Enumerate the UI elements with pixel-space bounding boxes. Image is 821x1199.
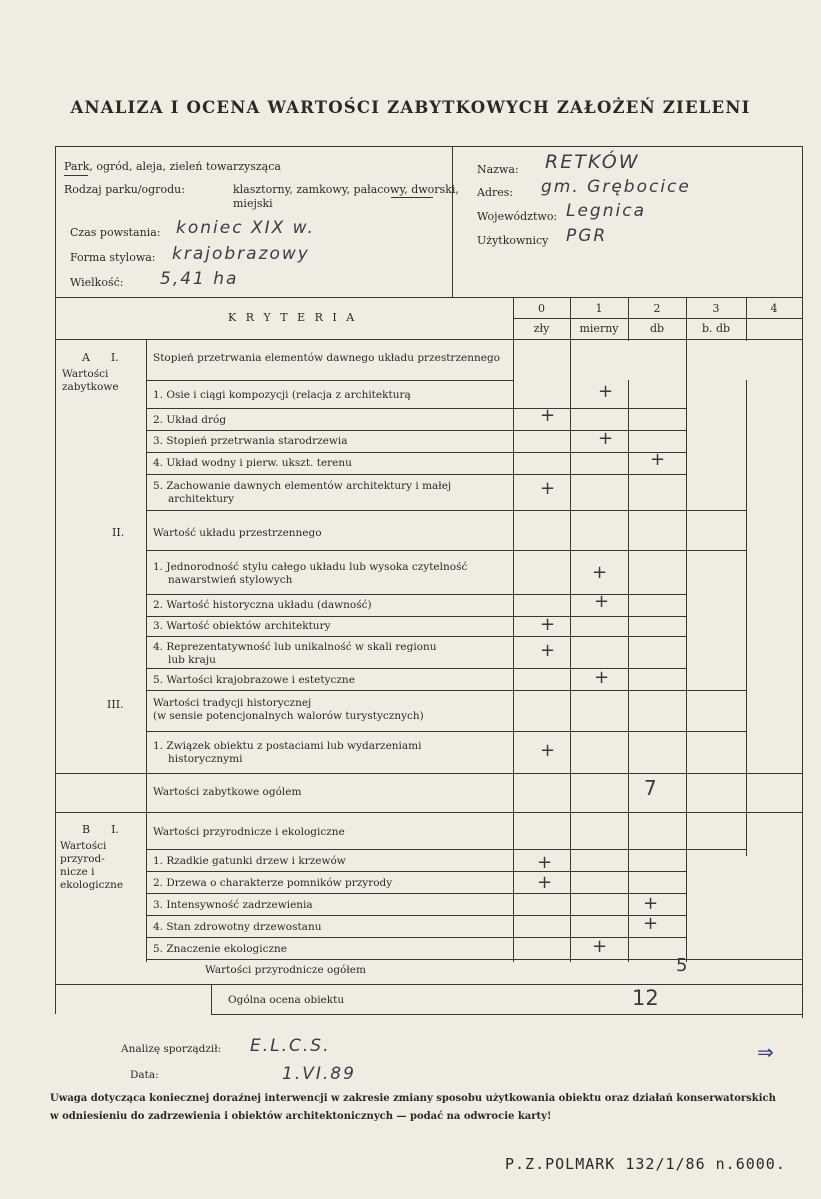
col-2-number: 2	[653, 302, 661, 315]
mark-a2-4: +	[540, 640, 556, 661]
page-title: ANALIZA I OCENA WARTOŚCI ZABYTKOWYCH ZAŁOŻEŃ ZIELENI	[70, 98, 751, 117]
b1-item-3: 3. Intensywność zadrzewienia	[153, 899, 313, 911]
section-a-name: Wartości	[62, 368, 109, 380]
a1-item-5-cont: architektury	[168, 493, 235, 505]
col-0-number: 0	[538, 302, 545, 315]
mark-b1-5: +	[592, 936, 608, 957]
a2-item-5: 5. Wartości krajobrazowe i estetyczne	[153, 674, 355, 686]
a2-item-3: 3. Wartość obiektów architektury	[153, 620, 331, 632]
col-2-name: db	[649, 322, 665, 335]
a2-roman: II.	[112, 526, 125, 539]
b1-item-2: 2. Drzewa o charakterze pomników przyrody	[153, 877, 393, 889]
mark-b1-1: +	[537, 852, 553, 873]
a2-item-4-cont: lub kraju	[168, 654, 216, 666]
uzytkownicy-value: PGR	[566, 226, 608, 246]
overall-value: 12	[632, 986, 659, 1010]
section-b-code: B I.	[82, 823, 119, 836]
adres-value: gm. Grębocice	[541, 177, 691, 197]
data-label: Data:	[130, 1069, 159, 1081]
mark-b1-4: +	[643, 913, 659, 934]
mark-a2-5: +	[594, 667, 610, 688]
a1-item-1: 1. Osie i ciągi kompozycji (relacja z architekturą	[153, 389, 411, 401]
park-type-line: Park, ogród, aleja, zieleń towarzysząca	[64, 160, 281, 173]
forma-value: krajobrazowy	[172, 244, 310, 264]
mark-a2-1: +	[592, 562, 608, 583]
mark-b1-3: +	[643, 893, 659, 914]
section-a-name-2: zabytkowe	[62, 381, 119, 393]
a3-item-1-cont: historycznymi	[168, 753, 243, 765]
b1-item-4: 4. Stan zdrowotny drzewostanu	[153, 921, 322, 933]
b-total-value: 5	[676, 955, 688, 976]
mark-a1-4: +	[650, 449, 666, 470]
a2-item-1-cont: nawarstwień stylowych	[168, 574, 293, 586]
col-3-name: b. db	[701, 322, 731, 335]
note-line-1: Uwaga dotycząca koniecznej doraźnej interwencji w zakresie zmiany sposobu użytkowania obiektu oraz działań konserwatorskich	[50, 1093, 776, 1104]
a3-item-1: 1. Związek obiektu z postaciami lub wydarzeniami	[153, 740, 422, 752]
section-b-name-4: ekologiczne	[60, 879, 124, 891]
nazwa-label: Nazwa:	[477, 163, 519, 176]
col-1-number: 1	[595, 302, 603, 315]
wojewodztwo-value: Legnica	[566, 201, 646, 221]
a2-item-2: 2. Wartość historyczna układu (dawność)	[153, 599, 372, 611]
section-a-code: A I.	[82, 351, 119, 364]
col-4-number: 4	[770, 302, 778, 315]
a1-group-title: Stopień przetrwania elementów dawnego układu przestrzennego	[153, 352, 500, 364]
mark-a3-1: +	[540, 740, 556, 761]
b1-item-1: 1. Rzadkie gatunki drzew i krzewów	[153, 855, 346, 867]
mark-a1-5: +	[540, 478, 556, 499]
a2-item-4: 4. Reprezentatywność lub unikalność w skali regionu	[153, 641, 437, 653]
b1-group-title: Wartości przyrodnicze i ekologiczne	[153, 826, 345, 838]
mark-a1-1: +	[598, 381, 614, 402]
nazwa-value: RETKÓW	[545, 151, 640, 173]
a2-item-1: 1. Jednorodność stylu całego układu lub wysoka czytelność	[153, 561, 468, 573]
a3-group-title: Wartości tradycji historycznej	[153, 697, 312, 709]
wojewodztwo-label: Województwo:	[477, 210, 558, 223]
uzytkownicy-label: Użytkownicy	[477, 234, 549, 247]
sporzadzil-label: Analizę sporządził:	[121, 1043, 222, 1055]
printer-mark: P.Z.POLMARK 132/1/86 n.6000.	[505, 1155, 786, 1173]
a1-item-4: 4. Układ wodny i pierw. ukszt. terenu	[153, 457, 352, 469]
a1-item-3: 3. Stopień przetrwania starodrzewia	[153, 435, 348, 447]
czas-value: koniec XIX w.	[176, 218, 315, 238]
rodzaj-label: Rodzaj parku/ogrodu:	[64, 183, 185, 196]
kryteria-label: K R Y T E R I A	[228, 311, 358, 324]
b1-item-5: 5. Znaczenie ekologiczne	[153, 943, 288, 955]
rodzaj-options-2: miejski	[233, 197, 273, 210]
arrow-icon: ⇒	[757, 1040, 774, 1064]
col-1-name: mierny	[579, 322, 619, 335]
mark-a2-3: +	[540, 614, 556, 635]
note-line-2: w odniesieniu do zadrzewienia i obiektów architektonicznych — podać na odwrocie karty!	[50, 1111, 552, 1122]
mark-a2-2: +	[594, 591, 610, 612]
data-value: 1.VI.89	[282, 1064, 356, 1084]
col-3-number: 3	[712, 302, 720, 315]
a3-group-subtitle: (w sensie potencjonalnych walorów turystycznych)	[153, 710, 424, 722]
b-total-label: Wartości przyrodnicze ogółem	[205, 964, 366, 976]
a-total-value: 7	[644, 776, 657, 800]
a3-roman: III.	[107, 698, 124, 711]
wielkosc-label: Wielkość:	[70, 276, 124, 289]
forma-label: Forma stylowa:	[70, 251, 156, 264]
a1-item-2: 2. Układ dróg	[153, 414, 227, 426]
a2-group-title: Wartość układu przestrzennego	[153, 527, 322, 539]
col-0-name: zły	[533, 322, 550, 335]
mark-a1-2: +	[540, 405, 556, 426]
mark-b1-2: +	[537, 872, 553, 893]
mark-a1-3: +	[598, 428, 614, 449]
sporzadzil-value: E.L.C.S.	[250, 1036, 331, 1056]
a-total-label: Wartości zabytkowe ogólem	[153, 786, 302, 798]
section-b-name-3: nicze i	[60, 866, 95, 878]
wielkosc-value: 5,41 ha	[160, 269, 239, 289]
section-b-name: Wartości	[60, 840, 107, 852]
rodzaj-options: klasztorny, zamkowy, pałacowy, dworski,	[233, 183, 459, 196]
a1-item-5: 5. Zachowanie dawnych elementów architektury i małej	[153, 480, 452, 492]
czas-label: Czas powstania:	[70, 226, 161, 239]
overall-label: Ogólna ocena obiektu	[228, 994, 345, 1006]
section-b-name-2: przyrod-	[60, 853, 105, 865]
adres-label: Adres:	[477, 186, 514, 199]
